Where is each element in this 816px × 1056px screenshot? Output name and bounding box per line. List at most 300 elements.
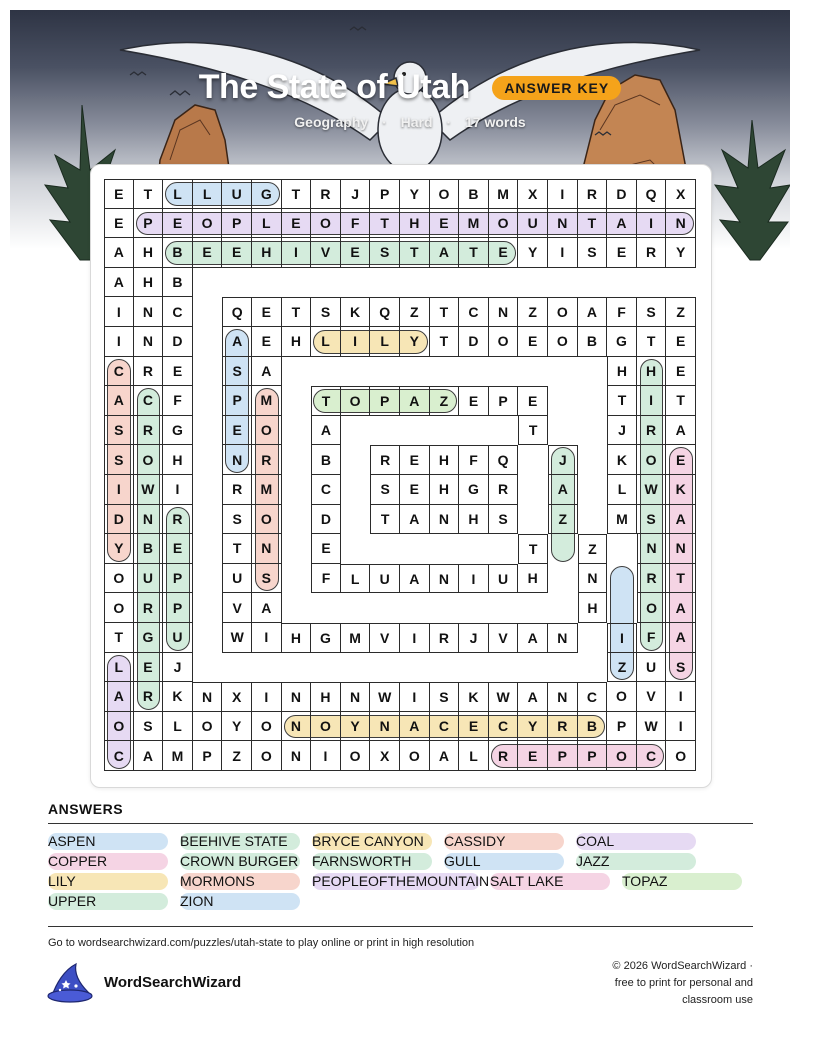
- grid-cell[interactable]: S: [430, 682, 460, 712]
- grid-cell[interactable]: C: [489, 712, 519, 742]
- grid-cell[interactable]: O: [430, 179, 460, 209]
- grid-cell[interactable]: B: [134, 534, 164, 564]
- grid-cell[interactable]: N: [430, 505, 460, 535]
- grid-cell[interactable]: A: [548, 475, 578, 505]
- grid-cell[interactable]: L: [311, 327, 341, 357]
- grid-cell[interactable]: B: [163, 238, 193, 268]
- grid-cell[interactable]: J: [163, 653, 193, 683]
- grid-cell[interactable]: D: [104, 505, 134, 535]
- grid-cell[interactable]: P: [222, 386, 252, 416]
- grid-cell[interactable]: P: [163, 593, 193, 623]
- grid-cell[interactable]: Y: [518, 712, 548, 742]
- grid-cell[interactable]: T: [134, 179, 164, 209]
- grid-cell[interactable]: E: [222, 238, 252, 268]
- grid-cell[interactable]: O: [311, 712, 341, 742]
- grid-cell[interactable]: U: [134, 564, 164, 594]
- grid-cell[interactable]: P: [163, 564, 193, 594]
- grid-cell[interactable]: E: [222, 416, 252, 446]
- grid-cell[interactable]: O: [666, 741, 696, 771]
- grid-cell[interactable]: N: [222, 445, 252, 475]
- grid-cell[interactable]: E: [518, 327, 548, 357]
- grid-cell[interactable]: I: [548, 238, 578, 268]
- grid-cell[interactable]: U: [370, 564, 400, 594]
- grid-cell[interactable]: T: [400, 238, 430, 268]
- grid-cell[interactable]: W: [637, 712, 667, 742]
- grid-cell[interactable]: D: [459, 327, 489, 357]
- grid-cell[interactable]: Q: [370, 297, 400, 327]
- grid-cell[interactable]: Z: [400, 297, 430, 327]
- grid-cell[interactable]: N: [341, 682, 371, 712]
- grid-cell[interactable]: Q: [489, 445, 519, 475]
- grid-cell[interactable]: F: [607, 297, 637, 327]
- grid-cell[interactable]: P: [548, 741, 578, 771]
- grid-cell[interactable]: O: [548, 297, 578, 327]
- grid-cell[interactable]: Q: [637, 179, 667, 209]
- grid-cell[interactable]: P: [607, 712, 637, 742]
- grid-cell[interactable]: O: [400, 741, 430, 771]
- grid-cell[interactable]: U: [222, 564, 252, 594]
- grid-cell[interactable]: O: [193, 712, 223, 742]
- grid-cell[interactable]: Z: [666, 297, 696, 327]
- grid-cell[interactable]: O: [637, 445, 667, 475]
- grid-cell[interactable]: E: [489, 238, 519, 268]
- grid-cell[interactable]: N: [252, 534, 282, 564]
- grid-cell[interactable]: I: [459, 564, 489, 594]
- grid-cell[interactable]: F: [637, 623, 667, 653]
- grid-cell[interactable]: N: [548, 623, 578, 653]
- grid-cell[interactable]: H: [607, 357, 637, 387]
- grid-cell[interactable]: K: [163, 682, 193, 712]
- grid-cell[interactable]: R: [430, 623, 460, 653]
- grid-cell[interactable]: S: [637, 505, 667, 535]
- grid-cell[interactable]: U: [518, 209, 548, 239]
- grid-cell[interactable]: J: [607, 416, 637, 446]
- grid-cell[interactable]: T: [282, 179, 312, 209]
- grid-cell[interactable]: M: [252, 386, 282, 416]
- grid-cell[interactable]: A: [666, 623, 696, 653]
- grid-cell[interactable]: J: [548, 445, 578, 475]
- grid-cell[interactable]: O: [104, 593, 134, 623]
- grid-cell[interactable]: E: [104, 179, 134, 209]
- grid-cell[interactable]: R: [222, 475, 252, 505]
- grid-cell[interactable]: I: [163, 475, 193, 505]
- grid-cell[interactable]: I: [548, 179, 578, 209]
- grid-cell[interactable]: N: [666, 534, 696, 564]
- grid-cell[interactable]: B: [311, 445, 341, 475]
- grid-cell[interactable]: A: [578, 297, 608, 327]
- grid-cell[interactable]: H: [134, 238, 164, 268]
- grid-cell[interactable]: T: [430, 327, 460, 357]
- grid-cell[interactable]: C: [311, 475, 341, 505]
- grid-cell[interactable]: E: [104, 209, 134, 239]
- grid-cell[interactable]: I: [666, 712, 696, 742]
- grid-cell[interactable]: O: [193, 209, 223, 239]
- grid-cell[interactable]: T: [370, 209, 400, 239]
- grid-cell[interactable]: T: [666, 564, 696, 594]
- grid-cell[interactable]: T: [282, 297, 312, 327]
- grid-cell[interactable]: M: [489, 179, 519, 209]
- grid-cell[interactable]: C: [163, 297, 193, 327]
- grid-cell[interactable]: H: [578, 593, 608, 623]
- grid-cell[interactable]: A: [430, 238, 460, 268]
- grid-cell[interactable]: F: [459, 445, 489, 475]
- grid-cell[interactable]: X: [370, 741, 400, 771]
- grid-cell[interactable]: T: [518, 534, 548, 564]
- grid-cell[interactable]: R: [489, 741, 519, 771]
- grid-cell[interactable]: C: [459, 297, 489, 327]
- grid-cell[interactable]: N: [548, 209, 578, 239]
- grid-cell[interactable]: G: [252, 179, 282, 209]
- grid-cell[interactable]: B: [459, 179, 489, 209]
- grid-cell[interactable]: I: [104, 475, 134, 505]
- grid-cell[interactable]: L: [104, 653, 134, 683]
- grid-cell[interactable]: O: [252, 741, 282, 771]
- grid-cell[interactable]: T: [518, 416, 548, 446]
- grid-cell[interactable]: R: [637, 564, 667, 594]
- grid-cell[interactable]: S: [311, 297, 341, 327]
- grid-cell[interactable]: E: [134, 653, 164, 683]
- grid-cell[interactable]: E: [163, 357, 193, 387]
- grid-cell[interactable]: U: [222, 179, 252, 209]
- grid-cell[interactable]: V: [370, 623, 400, 653]
- grid-cell[interactable]: O: [607, 741, 637, 771]
- grid-cell[interactable]: I: [607, 623, 637, 653]
- grid-cell[interactable]: L: [607, 475, 637, 505]
- grid-cell[interactable]: A: [311, 416, 341, 446]
- grid-cell[interactable]: Y: [400, 327, 430, 357]
- grid-cell[interactable]: T: [311, 386, 341, 416]
- grid-cell[interactable]: G: [134, 623, 164, 653]
- grid-cell[interactable]: R: [548, 712, 578, 742]
- grid-cell[interactable]: E: [400, 445, 430, 475]
- grid-cell[interactable]: R: [637, 416, 667, 446]
- grid-cell[interactable]: Z: [518, 297, 548, 327]
- grid-cell[interactable]: P: [370, 179, 400, 209]
- grid-cell[interactable]: F: [163, 386, 193, 416]
- grid-cell[interactable]: E: [459, 712, 489, 742]
- grid-cell[interactable]: E: [430, 209, 460, 239]
- grid-cell[interactable]: O: [489, 209, 519, 239]
- grid-cell[interactable]: M: [459, 209, 489, 239]
- grid-cell[interactable]: E: [459, 386, 489, 416]
- grid-cell[interactable]: S: [104, 416, 134, 446]
- grid-cell[interactable]: N: [134, 297, 164, 327]
- grid-cell[interactable]: G: [163, 416, 193, 446]
- grid-cell[interactable]: J: [341, 179, 371, 209]
- grid-cell[interactable]: O: [134, 445, 164, 475]
- grid-cell[interactable]: A: [607, 209, 637, 239]
- grid-cell[interactable]: B: [578, 327, 608, 357]
- grid-cell[interactable]: E: [311, 534, 341, 564]
- grid-cell[interactable]: I: [637, 209, 667, 239]
- grid-cell[interactable]: X: [666, 179, 696, 209]
- grid-cell[interactable]: A: [518, 682, 548, 712]
- grid-cell[interactable]: A: [518, 623, 548, 653]
- grid-cell[interactable]: S: [666, 653, 696, 683]
- grid-cell[interactable]: A: [666, 416, 696, 446]
- grid-cell[interactable]: A: [400, 505, 430, 535]
- grid-cell[interactable]: C: [104, 357, 134, 387]
- grid-cell[interactable]: O: [252, 712, 282, 742]
- grid-cell[interactable]: M: [163, 741, 193, 771]
- grid-cell[interactable]: O: [252, 505, 282, 535]
- grid-cell[interactable]: K: [341, 297, 371, 327]
- grid-cell[interactable]: Y: [400, 179, 430, 209]
- grid-cell[interactable]: H: [430, 475, 460, 505]
- grid-cell[interactable]: C: [637, 741, 667, 771]
- grid-cell[interactable]: L: [341, 564, 371, 594]
- grid-cell[interactable]: H: [163, 445, 193, 475]
- grid-cell[interactable]: I: [400, 682, 430, 712]
- grid-cell[interactable]: T: [459, 238, 489, 268]
- grid-cell[interactable]: P: [578, 741, 608, 771]
- grid-cell[interactable]: S: [104, 445, 134, 475]
- grid-cell[interactable]: A: [134, 741, 164, 771]
- grid-cell[interactable]: I: [252, 623, 282, 653]
- grid-cell[interactable]: R: [637, 238, 667, 268]
- grid-cell[interactable]: A: [666, 593, 696, 623]
- grid-cell[interactable]: Z: [607, 653, 637, 683]
- grid-cell[interactable]: U: [489, 564, 519, 594]
- grid-cell[interactable]: H: [282, 623, 312, 653]
- grid-cell[interactable]: A: [252, 593, 282, 623]
- grid-cell[interactable]: T: [430, 297, 460, 327]
- grid-cell[interactable]: Z: [578, 534, 608, 564]
- grid-cell[interactable]: L: [163, 179, 193, 209]
- grid-cell[interactable]: O: [104, 564, 134, 594]
- grid-cell[interactable]: F: [311, 564, 341, 594]
- grid-cell[interactable]: T: [666, 386, 696, 416]
- grid-cell[interactable]: O: [341, 386, 371, 416]
- grid-cell[interactable]: H: [311, 682, 341, 712]
- grid-cell[interactable]: E: [341, 238, 371, 268]
- grid-cell[interactable]: H: [459, 505, 489, 535]
- grid-cell[interactable]: Q: [222, 297, 252, 327]
- grid-cell[interactable]: D: [607, 179, 637, 209]
- grid-cell[interactable]: D: [163, 327, 193, 357]
- grid-cell[interactable]: H: [252, 238, 282, 268]
- grid-cell[interactable]: S: [370, 238, 400, 268]
- grid-cell[interactable]: B: [163, 268, 193, 298]
- grid-cell[interactable]: P: [134, 209, 164, 239]
- grid-cell[interactable]: P: [222, 209, 252, 239]
- grid-cell[interactable]: A: [400, 386, 430, 416]
- grid-cell[interactable]: G: [607, 327, 637, 357]
- grid-cell[interactable]: M: [252, 475, 282, 505]
- grid-cell[interactable]: A: [400, 564, 430, 594]
- grid-cell[interactable]: E: [666, 445, 696, 475]
- grid-cell[interactable]: N: [548, 682, 578, 712]
- grid-cell[interactable]: V: [489, 623, 519, 653]
- grid-cell[interactable]: R: [134, 357, 164, 387]
- grid-cell[interactable]: A: [222, 327, 252, 357]
- grid-cell[interactable]: D: [311, 505, 341, 535]
- grid-cell[interactable]: X: [222, 682, 252, 712]
- grid-cell[interactable]: T: [222, 534, 252, 564]
- grid-cell[interactable]: E: [193, 238, 223, 268]
- grid-cell[interactable]: I: [282, 238, 312, 268]
- grid-cell[interactable]: A: [400, 712, 430, 742]
- grid-cell[interactable]: L: [252, 209, 282, 239]
- grid-cell[interactable]: O: [548, 327, 578, 357]
- grid-cell[interactable]: Y: [222, 712, 252, 742]
- grid-cell[interactable]: W: [637, 475, 667, 505]
- grid-cell[interactable]: H: [134, 268, 164, 298]
- grid-cell[interactable]: A: [430, 741, 460, 771]
- grid-cell[interactable]: A: [104, 268, 134, 298]
- grid-cell[interactable]: E: [252, 327, 282, 357]
- grid-cell[interactable]: O: [311, 209, 341, 239]
- grid-cell[interactable]: S: [134, 712, 164, 742]
- grid-cell[interactable]: H: [400, 209, 430, 239]
- grid-cell[interactable]: O: [341, 741, 371, 771]
- grid-cell[interactable]: W: [370, 682, 400, 712]
- grid-cell[interactable]: L: [193, 179, 223, 209]
- grid-cell[interactable]: N: [637, 534, 667, 564]
- grid-cell[interactable]: C: [430, 712, 460, 742]
- grid-cell[interactable]: Y: [341, 712, 371, 742]
- grid-cell[interactable]: N: [282, 741, 312, 771]
- grid-cell[interactable]: C: [104, 741, 134, 771]
- grid-cell[interactable]: E: [518, 741, 548, 771]
- grid-cell[interactable]: E: [163, 534, 193, 564]
- grid-cell[interactable]: F: [341, 209, 371, 239]
- grid-cell[interactable]: R: [311, 179, 341, 209]
- grid-cell[interactable]: O: [607, 682, 637, 712]
- grid-cell[interactable]: E: [400, 475, 430, 505]
- grid-cell[interactable]: S: [252, 564, 282, 594]
- grid-cell[interactable]: S: [637, 297, 667, 327]
- grid-cell[interactable]: S: [222, 505, 252, 535]
- grid-cell[interactable]: R: [370, 445, 400, 475]
- grid-cell[interactable]: C: [578, 682, 608, 712]
- grid-cell[interactable]: T: [578, 209, 608, 239]
- grid-cell[interactable]: H: [430, 445, 460, 475]
- grid-cell[interactable]: N: [134, 505, 164, 535]
- grid-cell[interactable]: Y: [666, 238, 696, 268]
- grid-cell[interactable]: A: [252, 357, 282, 387]
- grid-cell[interactable]: K: [459, 682, 489, 712]
- grid-cell[interactable]: E: [518, 386, 548, 416]
- grid-cell[interactable]: R: [134, 682, 164, 712]
- grid-cell[interactable]: E: [666, 327, 696, 357]
- grid-cell[interactable]: W: [489, 682, 519, 712]
- grid-cell[interactable]: E: [666, 357, 696, 387]
- grid-cell[interactable]: S: [222, 357, 252, 387]
- grid-cell[interactable]: A: [104, 386, 134, 416]
- grid-cell[interactable]: E: [163, 209, 193, 239]
- grid-cell[interactable]: R: [163, 505, 193, 535]
- grid-cell[interactable]: Z: [222, 741, 252, 771]
- grid-cell[interactable]: V: [311, 238, 341, 268]
- grid-cell[interactable]: A: [104, 682, 134, 712]
- grid-cell[interactable]: N: [370, 712, 400, 742]
- grid-cell[interactable]: K: [607, 445, 637, 475]
- grid-cell[interactable]: Z: [430, 386, 460, 416]
- grid-cell[interactable]: W: [134, 475, 164, 505]
- grid-cell[interactable]: G: [311, 623, 341, 653]
- grid-cell[interactable]: I: [252, 682, 282, 712]
- grid-cell[interactable]: N: [282, 712, 312, 742]
- grid-cell[interactable]: P: [489, 386, 519, 416]
- grid-cell[interactable]: Y: [518, 238, 548, 268]
- grid-cell[interactable]: S: [370, 475, 400, 505]
- grid-cell[interactable]: V: [222, 593, 252, 623]
- grid-cell[interactable]: N: [430, 564, 460, 594]
- grid-cell[interactable]: H: [518, 564, 548, 594]
- grid-cell[interactable]: W: [222, 623, 252, 653]
- grid-cell[interactable]: O: [104, 712, 134, 742]
- grid-cell[interactable]: G: [459, 475, 489, 505]
- grid-cell[interactable]: A: [666, 505, 696, 535]
- grid-cell[interactable]: K: [666, 475, 696, 505]
- grid-cell[interactable]: C: [134, 386, 164, 416]
- grid-cell[interactable]: L: [163, 712, 193, 742]
- grid-cell[interactable]: T: [637, 327, 667, 357]
- grid-cell[interactable]: R: [489, 475, 519, 505]
- grid-cell[interactable]: E: [607, 238, 637, 268]
- grid-cell[interactable]: N: [489, 297, 519, 327]
- grid-cell[interactable]: O: [252, 416, 282, 446]
- grid-cell[interactable]: U: [637, 653, 667, 683]
- grid-cell[interactable]: A: [104, 238, 134, 268]
- grid-cell[interactable]: N: [666, 209, 696, 239]
- grid-cell[interactable]: N: [282, 682, 312, 712]
- grid-cell[interactable]: L: [370, 327, 400, 357]
- grid-cell[interactable]: P: [193, 741, 223, 771]
- grid-cell[interactable]: R: [252, 445, 282, 475]
- grid-cell[interactable]: Y: [104, 534, 134, 564]
- grid-cell[interactable]: I: [311, 741, 341, 771]
- grid-cell[interactable]: M: [341, 623, 371, 653]
- grid-cell[interactable]: I: [104, 327, 134, 357]
- grid-cell[interactable]: T: [104, 623, 134, 653]
- grid-cell[interactable]: I: [341, 327, 371, 357]
- grid-cell[interactable]: I: [104, 297, 134, 327]
- grid-cell[interactable]: J: [459, 623, 489, 653]
- grid-cell[interactable]: I: [637, 386, 667, 416]
- grid-cell[interactable]: N: [134, 327, 164, 357]
- grid-cell[interactable]: V: [637, 682, 667, 712]
- grid-cell[interactable]: M: [607, 505, 637, 535]
- grid-cell[interactable]: N: [193, 682, 223, 712]
- grid-cell[interactable]: R: [134, 593, 164, 623]
- grid-cell[interactable]: Z: [548, 505, 578, 535]
- letter-grid[interactable]: [104, 179, 696, 771]
- grid-cell[interactable]: O: [489, 327, 519, 357]
- footer-link[interactable]: Go to wordsearchwizard.com/puzzles/utah-state to play online or print in high resolution: [48, 937, 475, 949]
- grid-cell[interactable]: E: [252, 297, 282, 327]
- grid-cell[interactable]: T: [607, 386, 637, 416]
- grid-cell[interactable]: O: [637, 593, 667, 623]
- grid-cell[interactable]: S: [578, 238, 608, 268]
- grid-cell[interactable]: B: [578, 712, 608, 742]
- grid-cell[interactable]: I: [666, 682, 696, 712]
- grid-cell[interactable]: N: [578, 564, 608, 594]
- grid-cell[interactable]: E: [282, 209, 312, 239]
- grid-cell[interactable]: U: [163, 623, 193, 653]
- grid-cell[interactable]: T: [370, 505, 400, 535]
- grid-cell[interactable]: X: [518, 179, 548, 209]
- grid-cell[interactable]: H: [637, 357, 667, 387]
- grid-cell[interactable]: S: [489, 505, 519, 535]
- grid-cell[interactable]: L: [459, 741, 489, 771]
- grid-cell[interactable]: I: [400, 623, 430, 653]
- grid-cell[interactable]: R: [134, 416, 164, 446]
- grid-cell[interactable]: P: [370, 386, 400, 416]
- grid-cell[interactable]: R: [578, 179, 608, 209]
- grid-cell[interactable]: H: [282, 327, 312, 357]
